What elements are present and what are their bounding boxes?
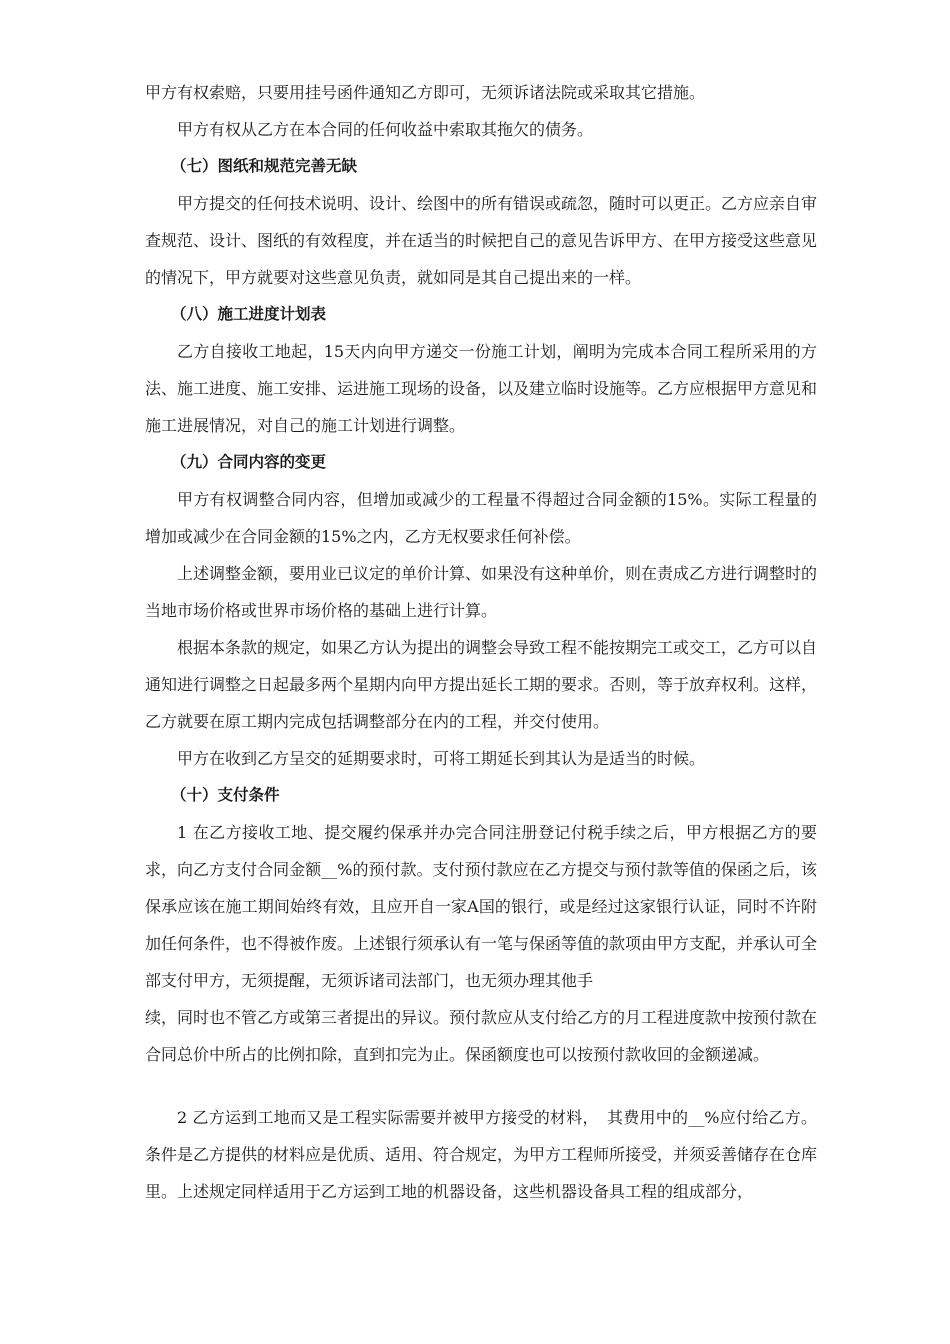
document-body (145, 74, 817, 1210)
section-heading-8: （八）施工进度计划表 (171, 305, 327, 323)
paragraph-advance-payment-continuation: 续，同时也不管乙方或第三者提出的异议。预付款应从支付给乙方的月工程进度款中按预付款在合同总价中所占的比例扣除，直到扣完为止。保函额度也可以按预付款收回的金额递减。 (145, 1008, 818, 1064)
paragraph-change-limit: 甲方有权调整合同内容，但增加或减少的工程量不得超过合同金额的15%。实际工程量的增加或减少在合同金额的15%之内，乙方无权要求任何补偿。 (145, 490, 817, 546)
paragraph-claim-continuation: 甲方有权索赔，只要用挂号函件通知乙方即可，无须诉诸法院或采取其它措施。 (145, 83, 706, 102)
section-heading-7: （七）图纸和规范完善无缺 (171, 157, 358, 175)
paragraph-schedule: 乙方自接收工地起，15天内向甲方递交一份施工计划，阐明为完成本合同工程所采用的方法、施工进度、施工安排、运进施工现场的设备，以及建立临时设施等。乙方应根据甲方意见和施工进展情况，对自己的施工计划进行调整。 (145, 342, 818, 435)
paragraph-debt-recovery: 甲方有权从乙方在本合同的任何收益中索取其拖欠的债务。 (177, 120, 594, 139)
paragraph-extension-request: 根据本条款的规定，如果乙方认为提出的调整会导致工程不能按期完工或交工，乙方可以自通知进行调整之日起最多两个星期内向甲方提出延长工期的要求。否则，等于放弃权利。这样，乙方就要在原工期内完成包括调整部分在内的工程，并交付使用。 (145, 638, 818, 731)
paragraph-change-pricing: 上述调整金额，要用业已议定的单价计算、如果没有这种单价，则在责成乙方进行调整时的当地市场价格或世界市场价格的基础上进行计算。 (145, 564, 818, 620)
paragraph-advance-payment: 1 在乙方接收工地、提交履约保承并办完合同注册登记付税手续之后，甲方根据乙方的要求，向乙方支付合同金额__%的预付款。支付预付款应在乙方提交与预付款等值的保函之后，该保承应该在施工期间始终有效，且应开自一家A国的银行，或是经过这家银行认证，同时不许附加任何条件，也不得被作废。上述银行须承认有一笔与保函等值的款项由甲方支配，并承认可全部支付甲方，无须提醒，无须诉诸司法部门，也无须办理其他手 (145, 823, 818, 990)
section-heading-9: （九）合同内容的变更 (171, 453, 327, 471)
paragraph-extension-grant: 甲方在收到乙方呈交的延期要求时，可将工期延长到其认为是适当的时候。 (177, 749, 706, 768)
paragraph-gap (145, 1073, 817, 1099)
paragraph-drawings: 甲方提交的任何技术说明、设计、绘图中的所有错误或疏忽，随时可以更正。乙方应亲自审查规范、设计、图纸的有效程度，并在适当的时候把自己的意见告诉甲方、在甲方接受这些意见的情况下，甲方就要对这些意见负责，就如同是其自己提出来的一样。 (145, 194, 818, 287)
section-heading-10: （十）支付条件 (171, 786, 280, 804)
paragraph-materials-payment: 2 乙方运到工地而又是工程实际需要并被甲方接受的材料， 其费用中的__%应付给乙方。条件是乙方提供的材料应是优质、适用、符合规定，为甲方工程师所接受，并须妥善储存在仓库里。上述规定同样适用于乙方运到工地的机器设备，这些机器设备具工程的组成部分， (145, 1108, 818, 1201)
